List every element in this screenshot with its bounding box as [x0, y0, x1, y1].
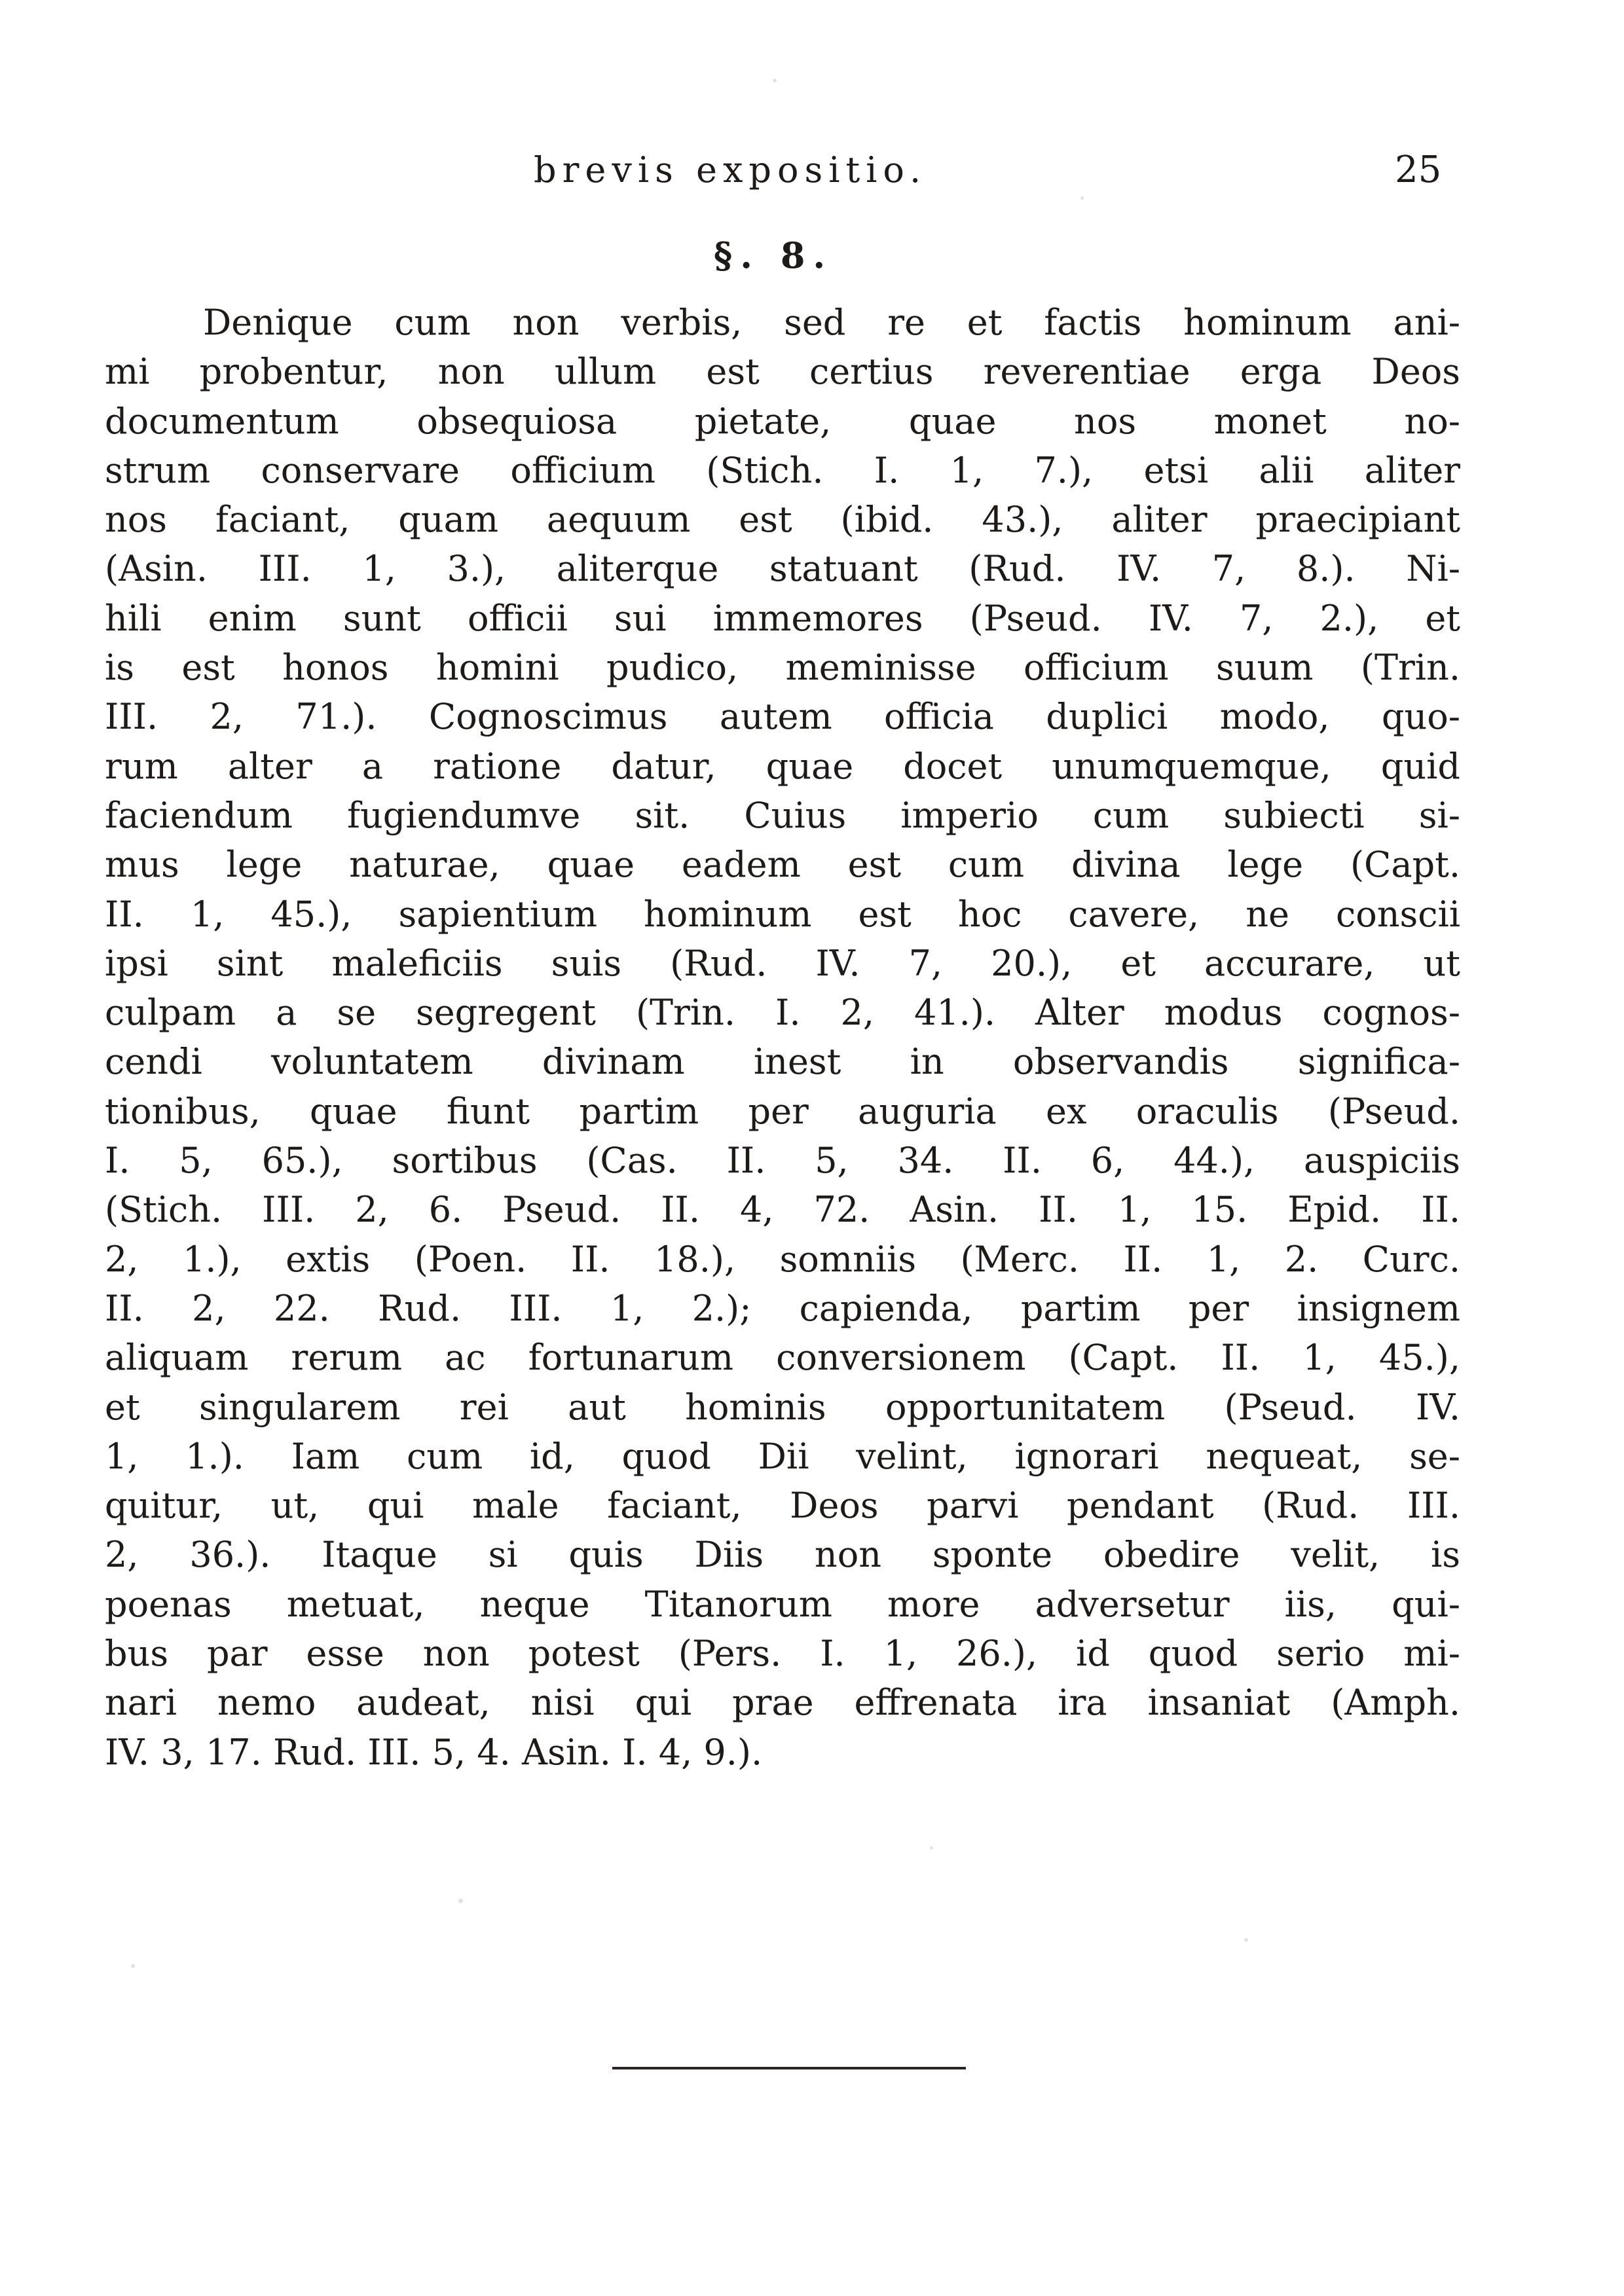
- paper-speck: [1080, 196, 1084, 200]
- text-line: culpam a se segregent (Trin. I. 2, 41.). Alter modus cognos-: [105, 992, 1460, 1034]
- text-line: 2, 36.). Itaque si quis Diis non sponte obedire velit, is: [105, 1534, 1460, 1576]
- closing-rule: [612, 2067, 966, 2069]
- text-line: nos faciant, quam aequum est (ibid. 43.), aliter praecipiant: [105, 499, 1460, 541]
- paper-speck: [773, 79, 777, 82]
- text-line: poenas metuat, neque Titanorum more adversetur iis, qui-: [105, 1583, 1460, 1625]
- text-line: strum conservare officium (Stich. I. 1, 7.), etsi alii aliter: [105, 449, 1460, 491]
- running-head-title: brevis expositio.: [534, 149, 927, 191]
- section-heading: §. 8.: [714, 234, 834, 276]
- body-text: [105, 298, 1460, 1777]
- text-line: faciendum fugiendumve sit. Cuius imperio cum subiecti si-: [105, 794, 1460, 836]
- paper-speck: [458, 1899, 463, 1903]
- text-line: et singularem rei aut hominis opportunitatem (Pseud. IV.: [105, 1386, 1460, 1428]
- text-line: ipsi sint maleficiis suis (Rud. IV. 7, 20.), et accurare, ut: [105, 942, 1460, 984]
- text-line: cendi voluntatem divinam inest in observandis significa-: [105, 1041, 1460, 1083]
- text-line: 1, 1.). Iam cum id, quod Dii velint, ignorari nequeat, se-: [105, 1435, 1460, 1477]
- page-number: 25: [1395, 149, 1442, 191]
- running-head: [0, 147, 1624, 193]
- text-line: mus lege naturae, quae eadem est cum divina lege (Capt.: [105, 844, 1460, 886]
- text-line: quitur, ut, qui male faciant, Deos parvi pendant (Rud. III.: [105, 1485, 1460, 1527]
- text-line: nari nemo audeat, nisi qui prae effrenata ira insaniat (Amph.: [105, 1682, 1460, 1724]
- text-line: II. 1, 45.), sapientium hominum est hoc cavere, ne conscii: [105, 893, 1460, 935]
- text-line: hili enim sunt officii sui immemores (Pseud. IV. 7, 2.), et: [105, 597, 1460, 639]
- text-line: III. 2, 71.). Cognoscimus autem officia duplici modo, quo-: [105, 696, 1460, 738]
- text-line: Denique cum non verbis, sed re et factis hominum ani-: [203, 302, 1460, 343]
- paper-speck: [930, 1846, 933, 1850]
- text-line: bus par esse non potest (Pers. I. 1, 26.), id quod serio mi-: [105, 1633, 1460, 1675]
- text-line: is est honos homini pudico, meminisse officium suum (Trin.: [105, 647, 1460, 689]
- text-line: (Asin. III. 1, 3.), aliterque statuant (Rud. IV. 7, 8.). Ni-: [105, 548, 1460, 590]
- text-line: tionibus, quae fiunt partim per auguria ex oraculis (Pseud.: [105, 1090, 1460, 1132]
- paper-speck: [1244, 1938, 1248, 1942]
- text-line: (Stich. III. 2, 6. Pseud. II. 4, 72. Asin. II. 1, 15. Epid. II.: [105, 1189, 1460, 1231]
- paper-speck: [131, 1964, 135, 1968]
- text-line: rum alter a ratione datur, quae docet unumquemque, quid: [105, 745, 1460, 787]
- text-line: aliquam rerum ac fortunarum conversionem (Capt. II. 1, 45.),: [105, 1337, 1460, 1379]
- text-line: I. 5, 65.), sortibus (Cas. II. 5, 34. II. 6, 44.), auspiciis: [105, 1140, 1460, 1182]
- text-line: 2, 1.), extis (Poen. II. 18.), somniis (Merc. II. 1, 2. Curc.: [105, 1238, 1460, 1280]
- text-line: II. 2, 22. Rud. III. 1, 2.); capienda, partim per insignem: [105, 1287, 1460, 1329]
- text-line: mi probentur, non ullum est certius reverentiae erga Deos: [105, 351, 1460, 393]
- text-line: documentum obsequiosa pietate, quae nos monet no-: [105, 400, 1460, 442]
- text-line: IV. 3, 17. Rud. III. 5, 4. Asin. I. 4, 9.).: [105, 1731, 763, 1773]
